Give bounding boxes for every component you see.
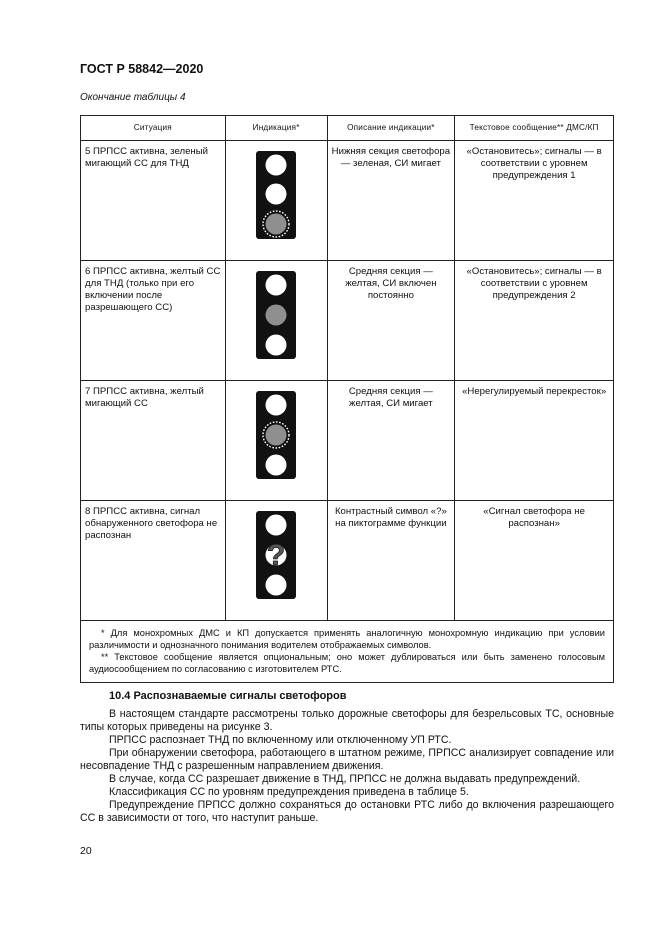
page-number: 20 xyxy=(80,845,92,857)
indication-cell xyxy=(225,141,327,261)
situation-cell: 7 ПРПСС активна, желтый мигающий СС xyxy=(81,381,226,501)
description-cell: Нижняя секция светофора — зеленая, СИ мигает xyxy=(327,141,455,261)
question-mark-symbol: ? xyxy=(266,539,286,572)
description-cell: Контрастный символ «?» на пиктограмме функции xyxy=(327,501,455,621)
paragraph: Классификация СС по уровням предупреждения приведена в таблице 5. xyxy=(109,786,469,798)
footnote-1: * Для монохромных ДМС и КП допускается применять аналогичную монохромную индикацию при условии различимости и однозначного понимания водителем отображаемых символов. xyxy=(89,628,605,650)
indication-cell xyxy=(225,261,327,381)
description-cell: Средняя секция — желтая, СИ мигает xyxy=(327,381,455,501)
column-header-description: Описание индикации* xyxy=(327,116,455,141)
traffic-light-bottom-green-blinking-icon xyxy=(256,151,296,239)
message-cell: «Сигнал светофора не распознан» xyxy=(455,501,614,621)
paragraph: В случае, когда СС разрешает движение в ТНД, ПРПСС не должна выдавать предупреждений. xyxy=(109,773,581,785)
situation-cell: 8 ПРПСС активна, сигнал обнаруженного светофора не распознан xyxy=(81,501,226,621)
table-footnotes-row xyxy=(81,621,614,683)
paragraph: Предупреждение ПРПСС должно сохраняться до остановки РТС либо до включения разрешающего СС в зависимости от того, что наступит раньше. xyxy=(80,799,614,824)
message-cell: «Нерегулируемый перекресток» xyxy=(455,381,614,501)
indication-cell xyxy=(225,381,327,501)
section-body xyxy=(80,708,614,825)
situation-cell: 6 ПРПСС активна, желтый СС для ТНД (только при его включении после разрешающего СС) xyxy=(81,261,226,381)
footnotes-cell xyxy=(81,621,614,683)
traffic-light-middle-yellow-blinking-icon xyxy=(256,391,296,479)
document-header: ГОСТ Р 58842—2020 xyxy=(80,62,204,76)
column-header-indication: Индикация* xyxy=(225,116,327,141)
paragraph: В настоящем стандарте рассмотрены только дорожные светофоры для безрельсовых ТС, основные типы которых приведены на рисунке 3. xyxy=(80,708,614,733)
indication-table xyxy=(80,115,614,683)
paragraph: При обнаружении светофора, работающего в штатном режиме, ПРПСС анализирует совпадение или несовпадение ТНД с разрешенным направлением движения. xyxy=(80,747,614,772)
column-header-situation: Ситуация xyxy=(81,116,226,141)
paragraph: ПРПСС распознает ТНД по включенному или отключенному УП РТС. xyxy=(109,734,452,746)
table-row xyxy=(81,381,614,501)
message-cell: «Остановитесь»; сигналы — в соответствии с уровнем предупреждения 2 xyxy=(455,261,614,381)
traffic-light-question-mark-icon xyxy=(256,511,296,599)
description-cell: Средняя секция — желтая, СИ включен постоянно xyxy=(327,261,455,381)
section-title: 10.4 Распознаваемые сигналы светофоров xyxy=(109,690,347,702)
situation-cell: 5 ПРПСС активна, зеленый мигающий СС для ТНД xyxy=(81,141,226,261)
table-caption: Окончание таблицы 4 xyxy=(80,92,186,103)
table-header-row xyxy=(81,116,614,141)
traffic-light-middle-yellow-steady-icon xyxy=(256,271,296,359)
table-row xyxy=(81,141,614,261)
footnote-2: ** Текстовое сообщение является опциональным; оно может дублироваться или быть заменено голосовым аудиосообщением по согласованию с изготовителем РТС. xyxy=(89,652,605,674)
table-row xyxy=(81,261,614,381)
table-row xyxy=(81,501,614,621)
indication-cell xyxy=(225,501,327,621)
message-cell: «Остановитесь»; сигналы — в соответствии с уровнем предупреждения 1 xyxy=(455,141,614,261)
column-header-message: Текстовое сообщение** ДМС/КП xyxy=(455,116,614,141)
